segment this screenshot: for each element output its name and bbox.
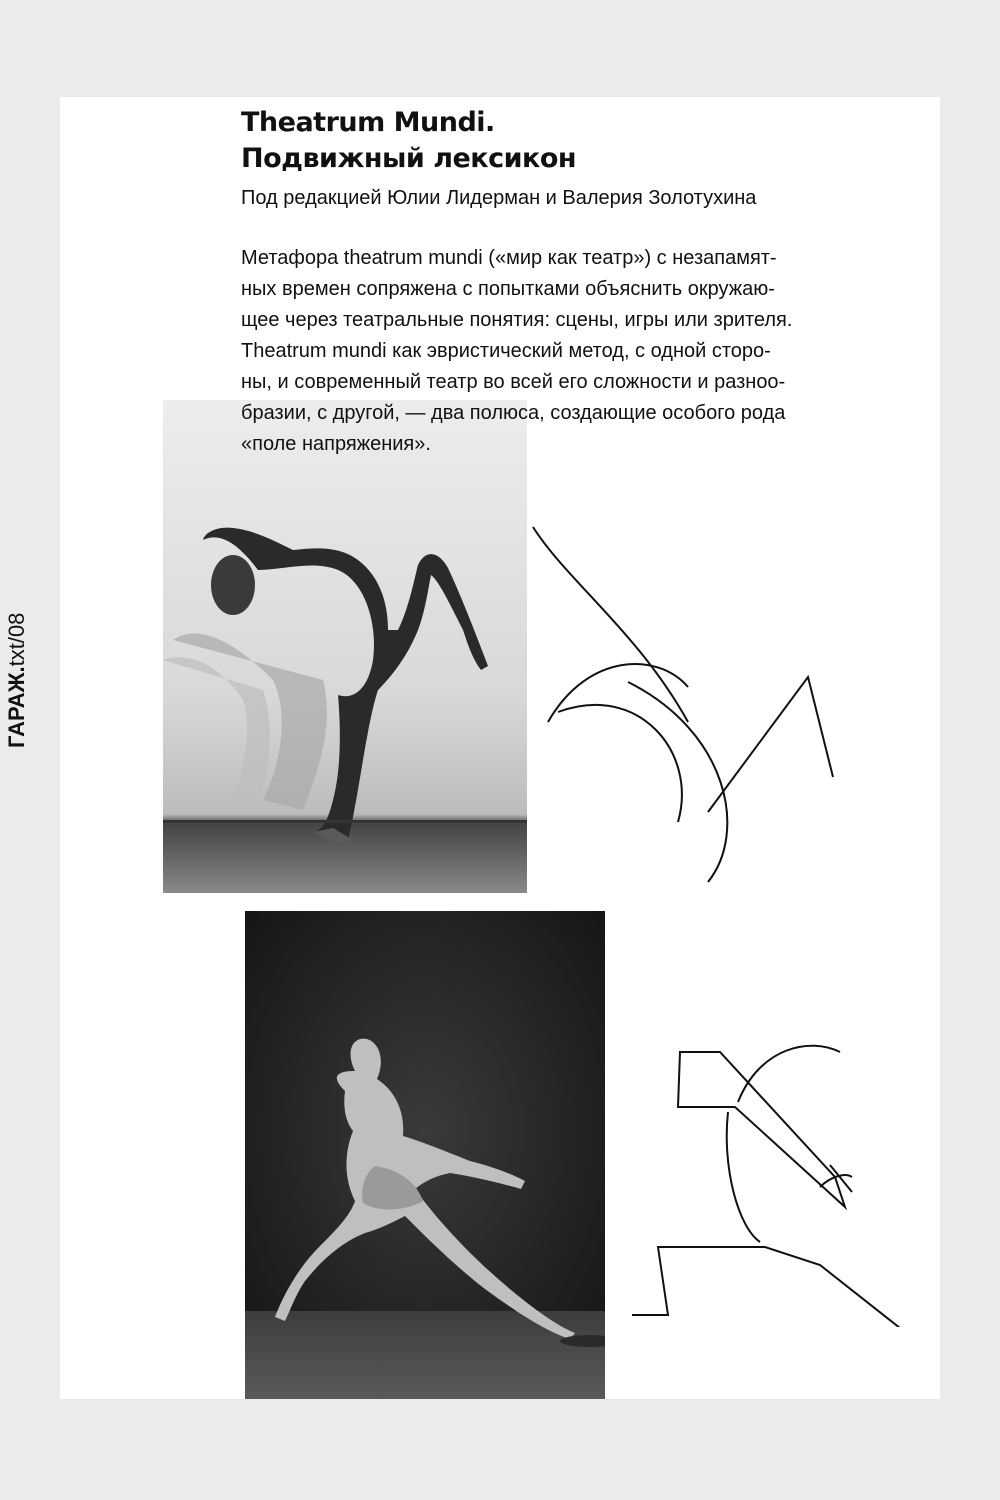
series-name: ГАРАЖ. (4, 666, 29, 748)
series-spine-label (4, 613, 30, 748)
description-line: «поле напряжения». (241, 433, 431, 455)
description-line: Theatrum mundi как эвристический метод, с одной сторо- (241, 340, 771, 362)
description-line: ны, и современный театр во всей его сложности и разноо- (241, 371, 786, 393)
description-line: Метафора theatrum mundi («мир как театр») с незапамят- (241, 247, 777, 269)
book-title (241, 105, 576, 177)
book-title-line-2: Подвижный лексикон (241, 143, 577, 174)
description-line: ных времен сопряжена с попытками объяснить окружаю- (241, 278, 775, 300)
dancer-lunging-photo (245, 911, 605, 1399)
book-description (241, 243, 909, 460)
book-title-line-1: Theatrum Mundi. (241, 107, 495, 138)
book-page (60, 97, 940, 1399)
description-line: бразии, с другой, — два полюса, создающие особого рода (241, 402, 786, 424)
series-number: txt/08 (4, 612, 29, 667)
dancer-leaning-back-photo (163, 400, 527, 893)
parallelogram-arc-zigzag-line-drawing (620, 1027, 940, 1327)
editors-credit: Под редакцией Юлии Лидерман и Валерия Золотухина (241, 187, 757, 209)
arcs-and-zigzag-line-drawing (528, 522, 848, 902)
description-line: щее через театральные понятия: сцены, игры или зрителя. (241, 309, 793, 331)
